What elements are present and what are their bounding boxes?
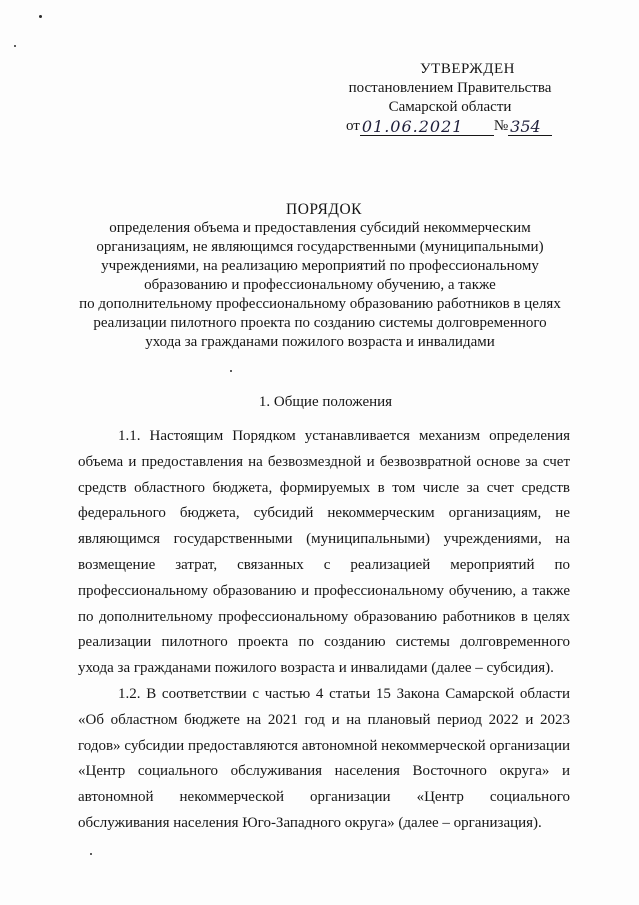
scan-speck — [230, 370, 232, 372]
handwritten-number: 354 — [508, 119, 552, 136]
scan-speck — [90, 853, 92, 855]
subtitle-line: учреждениями, на реализацию мероприятий по профессиональному — [101, 258, 539, 274]
scan-speck — [39, 15, 42, 18]
approval-line-2: Самарской области — [388, 99, 512, 115]
approval-block — [330, 60, 570, 136]
paragraph-1-1: 1.1. Настоящим Порядком устанавливается механизм определения объема и предоставления на безвозмездной и безвозвратной основе за счет средств областного бюджета, формируемых в том числе за счет средств федерального бюджета, субсидий некоммерческим организациям, не являющимся государственными (муниципальными) учреждениями, на возмещение затрат, связанных с реализацией мероприятий по профессиональному образованию и профессиональному обучению, а также по дополнительному профессиональному образованию работников в целях реализации пилотного проекта по созданию системы долговременного ухода за гражданами пожилого возраста и инвалидами (далее – субсидия). — [78, 428, 570, 677]
subtitle-line: по дополнительному профессиональному образованию работников в целях — [79, 296, 561, 312]
subtitle-line: организациям, не являющимся государственными (муниципальными) — [96, 239, 544, 255]
date-prefix: от — [346, 118, 360, 134]
subtitle-line: образованию и профессиональному обучению, а также — [144, 277, 496, 293]
section-body — [78, 424, 570, 837]
approval-title: УТВЕРЖДЕН — [420, 61, 515, 77]
document-title-block — [70, 200, 570, 352]
subtitle-line: ухода за гражданами пожилого возраста и инвалидами — [145, 334, 495, 350]
paragraph-1-2: 1.2. В соответствии с частью 4 статьи 15 Закона Самарской области «Об областном бюджете на 2021 год и на плановый период 2022 и 2023 годов» субсидии предоставляются автономной некоммерческой организации «Центр социального обслуживания населения Восточного округа» и автономной некоммерческой организации «Центр социального обслуживания населения Юго-Западного округа» (далее – организация). — [78, 685, 570, 831]
section-heading: 1. Общие положения — [258, 394, 393, 410]
approval-line-1: постановлением Правительства — [348, 80, 552, 96]
subtitle-line: определения объема и предоставления субсидий некоммерческим — [109, 220, 531, 236]
document-title: ПОРЯДОК — [286, 201, 362, 218]
subtitle-line: реализации пилотного проекта по созданию системы долговременного — [93, 315, 547, 331]
scan-speck — [14, 45, 16, 47]
handwritten-date: 01.06.2021 — [360, 119, 494, 136]
approval-date-number-row — [330, 117, 570, 136]
number-prefix: № — [493, 118, 509, 134]
